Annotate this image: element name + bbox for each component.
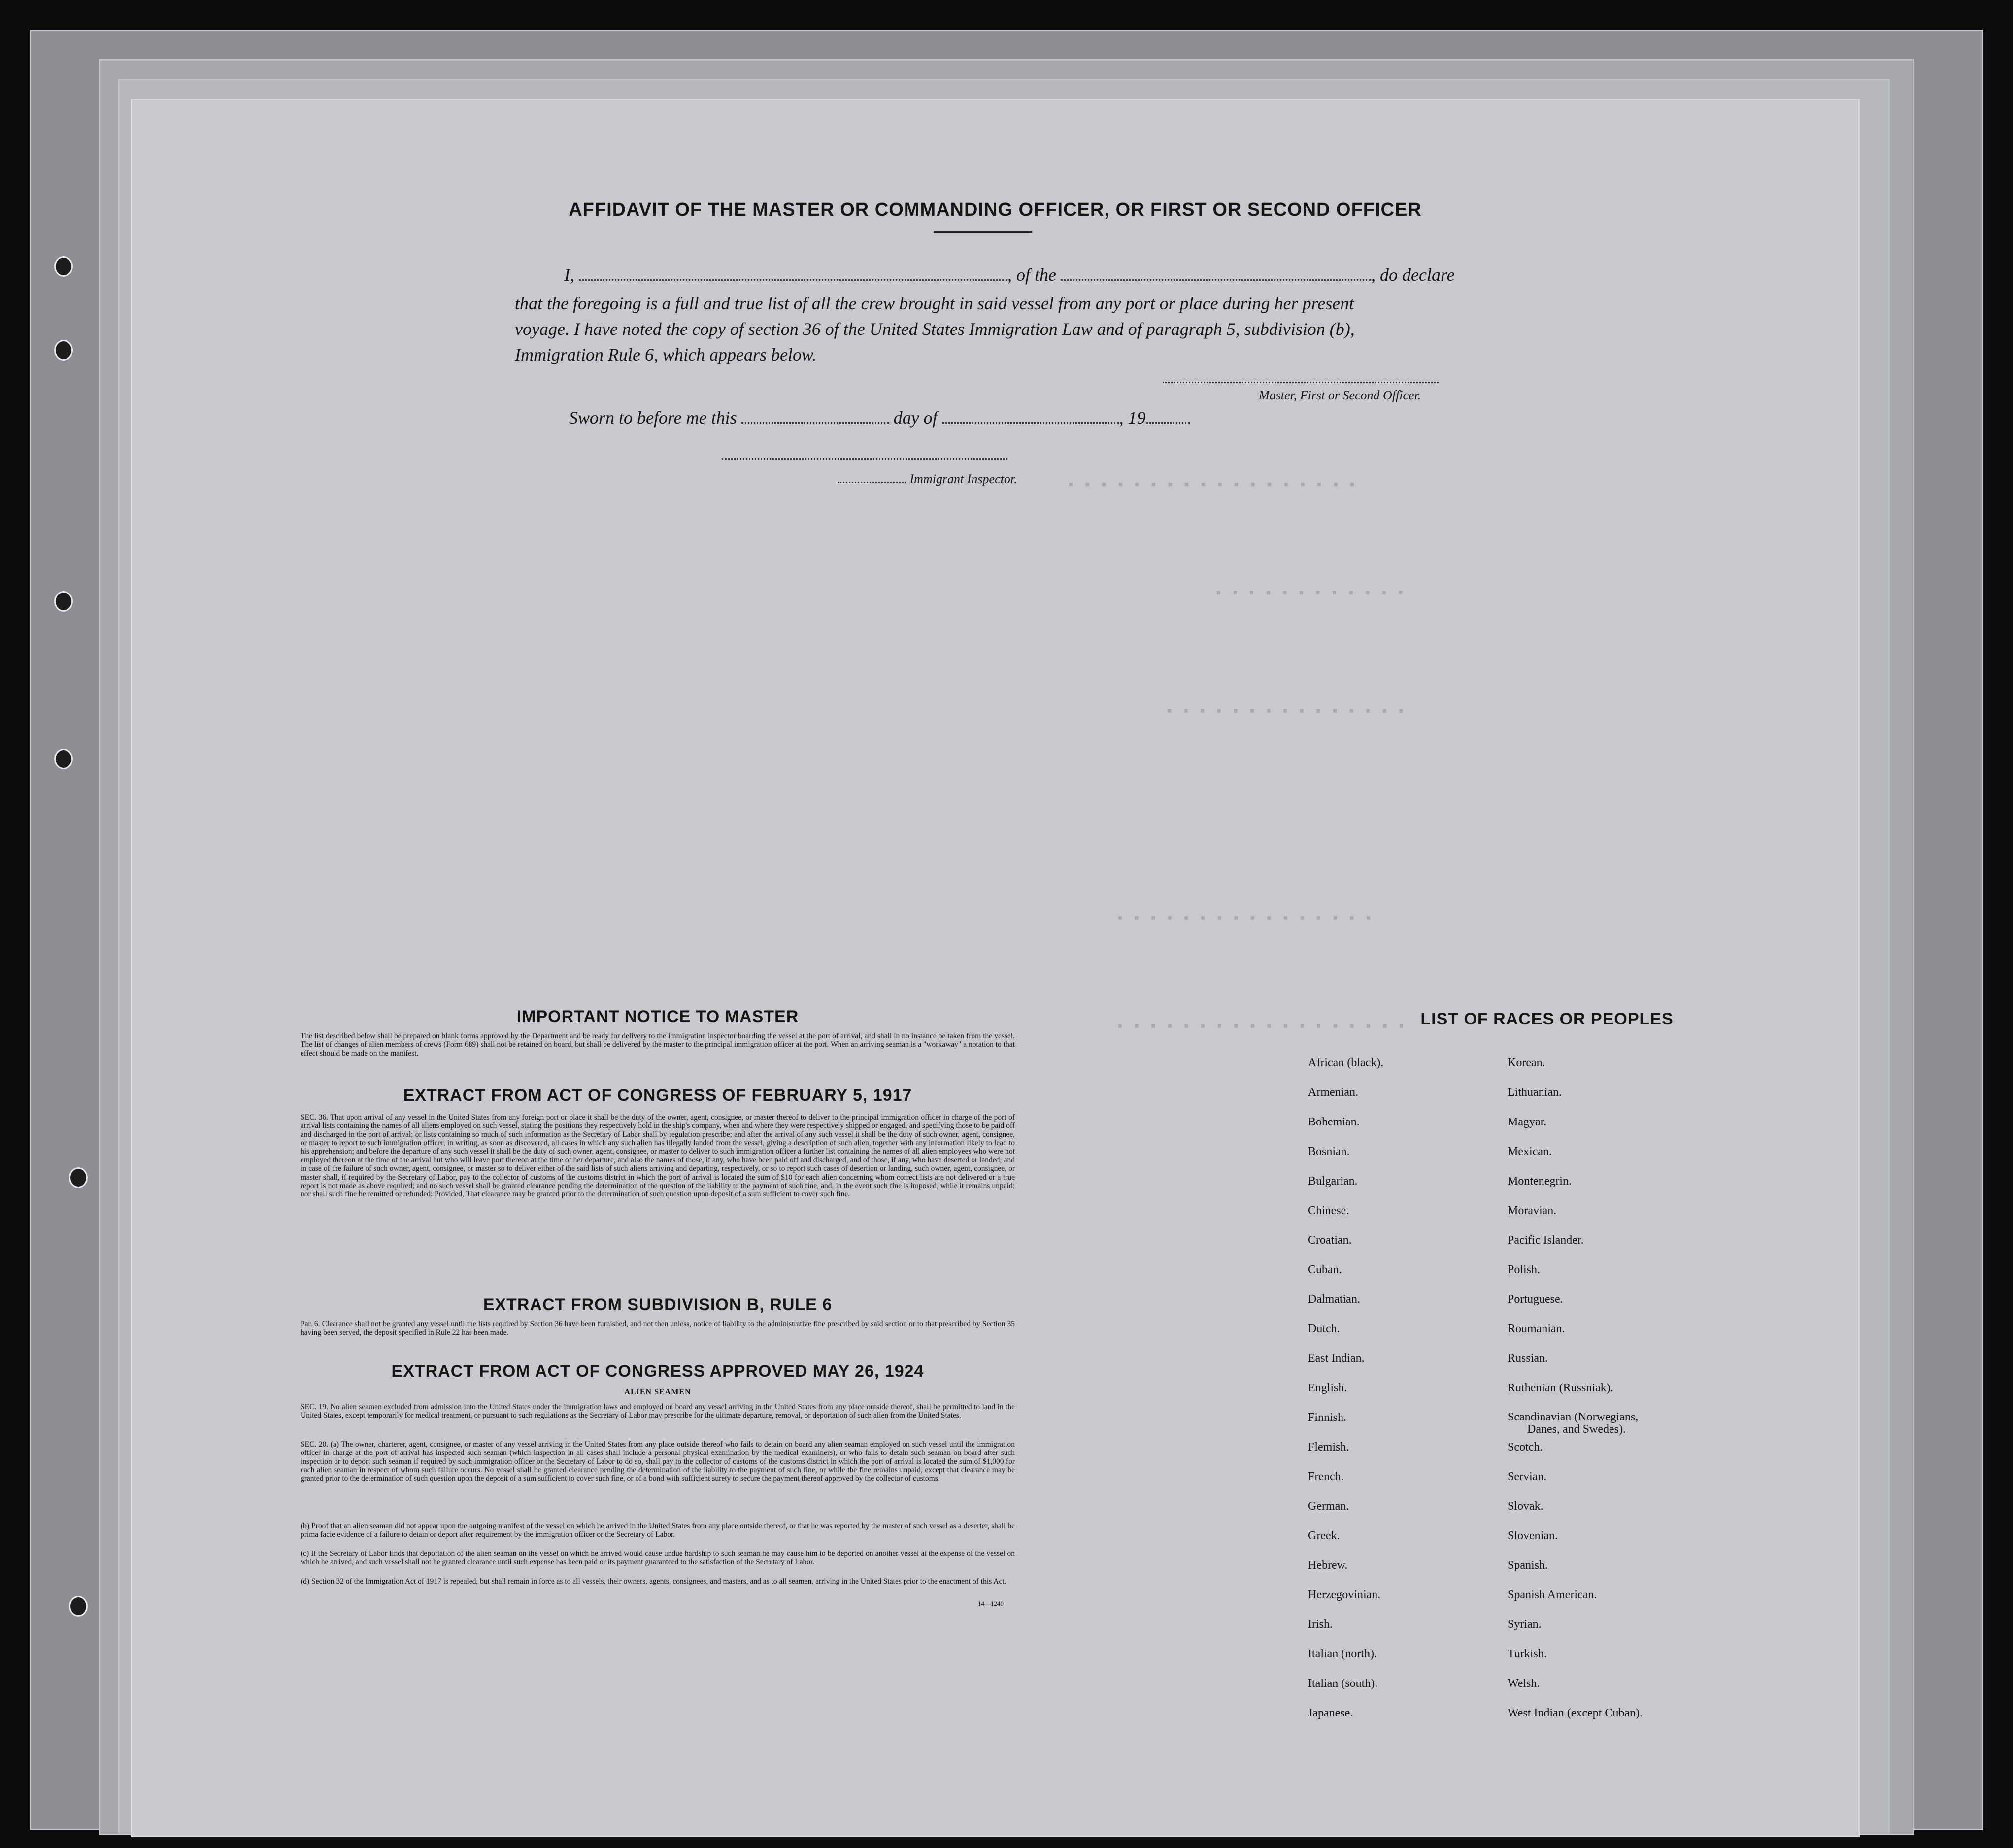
race-item: Russian. bbox=[1508, 1352, 1548, 1365]
race-item: Polish. bbox=[1508, 1263, 1541, 1276]
binder-hole-icon bbox=[54, 256, 73, 277]
extract-1924-sec20c: (c) If the Secretary of Labor finds that deportation of the alien seaman on the vessel on which he arrived would cause undue hardship to such seaman he may cause him to be deported on another vessel at the expense of the vessel on which he arrived, and such vessel shall not be granted clearance until such expense has been paid or its payment guaranteed to the satisfaction of the Secretary of Labor. bbox=[301, 1550, 1015, 1567]
master-caption: Master, First or Second Officer. bbox=[1259, 388, 1421, 402]
extract-1917-text: SEC. 36. That upon arrival of any vessel in the United States from any foreign port or place it shall be the duty of the owner, agent, consignee, or master thereof to deliver to the principal immigration officer in charge of the port of arrival lists containing the names of all aliens employed on such vessel, stating the positions they respectively hold in the ship's company, when and where they were respectively shipped or engaged, and specifying those to be paid off and discharged in the port of arrival; or lists containing so much of such information as the Secretary of Labor shall by regulation prescribe; and after the arrival of any such vessel it shall be the duty of such owner, agent, consignee, or master to report to such immigration officer, in writing, as soon as discovered, all cases in which any such alien has illegally landed from the vessel, giving a description of such alien, together with any information likely to lead to his apprehension; and before the departure of any such vessel it shall be the duty of such owner, agent, consignee, or master to deliver to such immigration officer a further list containing the names of all alien employees who were not employed thereon at the time of the arrival but who will leave port thereon at the time of her departure, and also the names of those, if any, who have been paid off and discharged, and of those, if any, who have deserted or landed; and in case of the failure of such owner, agent, consignee, or master so to deliver either of the said lists of such aliens arriving and departing, respectively, or so to report such cases of desertion or landing, such owner, agent, consignee, or master shall, if required by the Secretary of Labor, pay to the collector of customs of the customs district in which the port of arrival is located the sum of $10 for each alien concerning whom correct lists are not delivered or a true report is not made as above required; and no such vessel shall be granted clearance pending the determination of the question of the liability to the payment of such fine, and, in the event such fine is imposed, while it remains unpaid; nor shall such fine be remitted or refunded: Provided, That clearance may be granted prior to the determination of such question upon deposit of a sum sufficient to cover such fine. bbox=[301, 1113, 1015, 1199]
races-column-2 bbox=[1508, 1056, 1764, 1736]
title-underline bbox=[934, 231, 1032, 233]
race-item: Italian (south). bbox=[1308, 1677, 1378, 1690]
race-item-continuation: Danes, and Swedes). bbox=[1527, 1423, 1626, 1436]
inspector-dots bbox=[838, 482, 906, 483]
race-item: Flemish. bbox=[1308, 1441, 1349, 1453]
extract-rule6-text: Par. 6. Clearance shall not be granted any vessel until the lists required by Section 36 have been furnished, and not then unless, notice of liability to the administrative fine prescribed by said section or to that prescribed by Section 35 having been served, the deposit specified in Rule 22 has been made. bbox=[301, 1320, 1015, 1337]
race-item: Pacific Islander. bbox=[1508, 1234, 1584, 1247]
race-item: Dutch. bbox=[1308, 1322, 1340, 1335]
race-item: Bulgarian. bbox=[1308, 1175, 1358, 1188]
inspector-caption-row bbox=[838, 472, 1017, 487]
sworn-line bbox=[569, 409, 1190, 427]
race-item: Irish. bbox=[1308, 1618, 1333, 1631]
document-page bbox=[131, 99, 1860, 1837]
race-item: Welsh. bbox=[1508, 1677, 1540, 1690]
extract-1924-sec20b: (b) Proof that an alien seaman did not appear upon the outgoing manifest of the vessel on which he arrived in the United States from any place outside thereof, or that he was reported by the master of such vessel as a deserter, shall be prima facie evidence of a failure to detain or deport after requirement by the immigration officer or the Secretary of Labor. bbox=[301, 1522, 1015, 1539]
affidavit-line-1 bbox=[564, 266, 1455, 284]
races-column-1 bbox=[1308, 1056, 1515, 1736]
vessel-blank-field[interactable] bbox=[1061, 279, 1371, 281]
race-item: Croatian. bbox=[1308, 1234, 1352, 1247]
extract-1924-title: EXTRACT FROM ACT OF CONGRESS APPROVED MAY 26, 1924 bbox=[391, 1362, 924, 1381]
race-item: Herzegovinian. bbox=[1308, 1588, 1381, 1601]
race-item: West Indian (except Cuban). bbox=[1508, 1707, 1643, 1719]
binder-hole-icon bbox=[69, 1167, 88, 1188]
race-item: Ruthenian (Russniak). bbox=[1508, 1382, 1613, 1394]
extract-1917-title: EXTRACT FROM ACT OF CONGRESS OF FEBRUARY 5, 1917 bbox=[403, 1086, 912, 1105]
affidavit-declare: , do declare bbox=[1371, 265, 1455, 285]
race-item: Lithuanian. bbox=[1508, 1086, 1562, 1099]
notice-title: IMPORTANT NOTICE TO MASTER bbox=[516, 1007, 799, 1026]
race-item: Scotch. bbox=[1508, 1441, 1543, 1453]
bleed-through-marks: ▪ ▪ ▪ ▪ ▪ ▪ ▪ ▪ ▪ ▪ ▪ ▪ ▪ ▪ ▪ ▪ ▪ ▪ bbox=[1116, 1020, 1406, 1035]
race-item: Montenegrin. bbox=[1508, 1175, 1572, 1188]
binder-hole-icon bbox=[54, 340, 73, 361]
race-item bbox=[1508, 1411, 1764, 1441]
race-item: Slovak. bbox=[1508, 1500, 1543, 1513]
bleed-through-marks: ▪ ▪ ▪ ▪ ▪ ▪ ▪ ▪ ▪ ▪ ▪ ▪ ▪ ▪ ▪ ▪ bbox=[1116, 911, 1373, 926]
affidavit-line-4: Immigration Rule 6, which appears below. bbox=[515, 345, 817, 364]
race-item: Spanish American. bbox=[1508, 1588, 1597, 1601]
year-label: , 19 bbox=[1119, 408, 1146, 428]
sworn-year-field[interactable] bbox=[1146, 422, 1190, 424]
day-of-label: day of bbox=[893, 408, 938, 428]
extract-1924-sec19: SEC. 19. No alien seaman excluded from admission into the United States under the immigration laws and employed on board any vessel arriving in the United States from any place outside thereof, shall be permitted to land in the United States, except temporarily for medical treatment, or pursuant to such regulations as the Secretary of Labor may prescribe for the ultimate departure, removal, or deportation of such alien from the United States. bbox=[301, 1403, 1015, 1420]
race-item: Italian (north). bbox=[1308, 1648, 1377, 1660]
affidavit-of: , of the bbox=[1007, 265, 1056, 285]
affidavit-line-2: that the foregoing is a full and true list of all the crew brought in said vessel from any port or place during her present bbox=[515, 294, 1354, 313]
race-item: German. bbox=[1308, 1500, 1349, 1513]
bleed-through-marks: ▪ ▪ ▪ ▪ ▪ ▪ ▪ ▪ ▪ ▪ ▪ ▪ ▪ ▪ ▪ ▪ ▪ ▪ bbox=[1067, 478, 1357, 493]
race-item: Spanish. bbox=[1508, 1559, 1548, 1572]
race-item: Bohemian. bbox=[1308, 1116, 1360, 1128]
race-item: English. bbox=[1308, 1382, 1347, 1394]
race-item: Greek. bbox=[1308, 1529, 1340, 1542]
race-item: Mexican. bbox=[1508, 1145, 1552, 1158]
sworn-month-field[interactable] bbox=[942, 422, 1119, 424]
race-item: Bosnian. bbox=[1308, 1145, 1350, 1158]
race-item: Finnish. bbox=[1308, 1411, 1347, 1424]
races-title: LIST OF RACES OR PEOPLES bbox=[1420, 1010, 1674, 1028]
binder-hole-icon bbox=[54, 749, 73, 769]
alien-seamen-subtitle: ALIEN SEAMEN bbox=[624, 1388, 691, 1396]
race-item: Korean. bbox=[1508, 1056, 1545, 1069]
extract-rule6-title: EXTRACT FROM SUBDIVISION B, RULE 6 bbox=[483, 1295, 833, 1314]
race-item: French. bbox=[1308, 1470, 1344, 1483]
sworn-day-field[interactable] bbox=[741, 422, 889, 424]
master-signature-line[interactable] bbox=[1163, 382, 1439, 383]
name-blank-field[interactable] bbox=[579, 279, 1007, 281]
race-item: Magyar. bbox=[1508, 1116, 1547, 1128]
form-number: 14—1240 bbox=[978, 1600, 1004, 1607]
extract-1924-sec20d: (d) Section 32 of the Immigration Act of 1917 is repealed, but shall remain in force as to all vessels, their owners, agents, consignees, and masters, and as to all seamen, arriving in the United States prior to the enactment of this Act. bbox=[301, 1577, 1006, 1585]
inspector-caption: Immigrant Inspector. bbox=[909, 472, 1017, 486]
race-item: Chinese. bbox=[1308, 1204, 1349, 1217]
race-item: East Indian. bbox=[1308, 1352, 1365, 1365]
bleed-through-marks: ▪ ▪ ▪ ▪ ▪ ▪ ▪ ▪ ▪ ▪ ▪ ▪ bbox=[1214, 586, 1405, 601]
race-item: Cuban. bbox=[1308, 1263, 1342, 1276]
affidavit-i: I, bbox=[564, 265, 574, 285]
race-item: Moravian. bbox=[1508, 1204, 1557, 1217]
race-item: Syrian. bbox=[1508, 1618, 1542, 1631]
extract-1924-sec20a: SEC. 20. (a) The owner, charterer, agent, consignee, or master of any vessel arriving in the United States from any place outside thereof who fails to detain on board any alien seaman employed on such vessel until the immigration officer in charge at the port of arrival has inspected such seaman (which inspection in all cases shall include a personal physical examination by the medical examiners), or who fails to detain such seaman on board after such inspection or to deport such seaman if required by such immigration officer or the Secretary of Labor to do so, shall pay to the collector of customs of the customs district in which the port of arrival is located the sum of $1,000 for each alien seaman in respect of whom such failure occurs. No vessel shall be granted clearance pending the determination of the liability to the payment of such fine, or while the fine remains unpaid, except that clearance may be granted prior to the determination of such question upon the deposit of a sum sufficient to cover such fine, or of a bond with sufficient surety to secure the payment thereof approved by the collector of customs. bbox=[301, 1440, 1015, 1483]
race-item: Portuguese. bbox=[1508, 1293, 1563, 1306]
bleed-through-marks: ▪ ▪ ▪ ▪ ▪ ▪ ▪ ▪ ▪ ▪ ▪ ▪ ▪ ▪ ▪ bbox=[1165, 704, 1406, 720]
race-item: African (black). bbox=[1308, 1056, 1384, 1069]
race-item-line: Scandinavian (Norwegians, bbox=[1508, 1411, 1639, 1423]
race-item: Armenian. bbox=[1308, 1086, 1358, 1099]
binder-hole-icon bbox=[69, 1596, 88, 1617]
race-item: Servian. bbox=[1508, 1470, 1547, 1483]
affidavit-title: AFFIDAVIT OF THE MASTER OR COMMANDING OFFICER, OR FIRST OR SECOND OFFICER bbox=[569, 199, 1422, 220]
affidavit-line-3: voyage. I have noted the copy of section 36 of the United States Immigration Law and of paragraph 5, subdivision (b), bbox=[515, 319, 1355, 339]
race-item: Dalmatian. bbox=[1308, 1293, 1360, 1306]
notice-text: The list described below shall be prepared on blank forms approved by the Department and be ready for delivery to the immigration inspector boarding the vessel at the port of arrival, and shall in no instance be taken from the vessel. The list of changes of alien members of crews (Form 689) shall not be retained on board, but shall be delivered by the master to the principal immigration officer at the port. When an arriving seaman is a "workaway" a notation to that effect should be made on the manifest. bbox=[301, 1032, 1015, 1057]
race-item: Japanese. bbox=[1308, 1707, 1353, 1719]
sworn-label: Sworn to before me this bbox=[569, 408, 737, 428]
binder-hole-icon bbox=[54, 591, 73, 612]
race-item: Slovenian. bbox=[1508, 1529, 1558, 1542]
race-item: Hebrew. bbox=[1308, 1559, 1348, 1572]
race-item: Roumanian. bbox=[1508, 1322, 1565, 1335]
inspector-signature-line[interactable] bbox=[722, 458, 1007, 460]
race-item: Turkish. bbox=[1508, 1648, 1547, 1660]
